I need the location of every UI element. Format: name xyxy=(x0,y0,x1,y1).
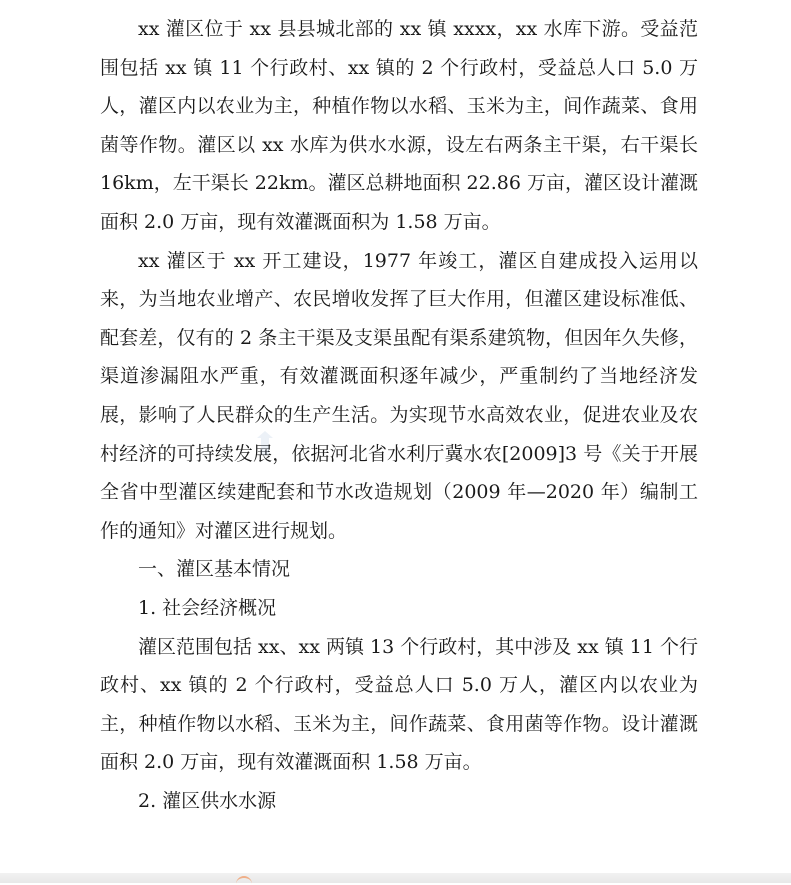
bottom-logo-icon xyxy=(236,876,252,885)
paragraph-overview: xx 灌区位于 xx 县县城北部的 xx 镇 xxxx，xx 水库下游。受益范围包括 xx 镇 11 个行政村、xx 镇的 2 个行政村，受益总人口 5.0 万人，灌区内以农业为主，种植作物以水稻、玉米为主，间作蔬菜、食用菌等作物。灌区以 xx 水库为供水水源，设左右两条主干渠，右干渠长 16km，左干渠长 22km。灌区总耕地面积 22.86 万亩，灌区设计灌溉面积 2.0 万亩，现有效灌溉面积为 1.58 万亩。 xyxy=(100,18,698,233)
page-bottom-edge xyxy=(0,873,791,883)
watermark-icon xyxy=(256,430,274,456)
paragraph-history: xx 灌区于 xx 开工建设，1977 年竣工，灌区自建成投入运用以来，为当地农业增产、农民增收发挥了巨大作用，但灌区建设标准低、配套差，仅有的 2 条主干渠及支渠虽配有渠系建筑物，但因年久失修，渠道渗漏阻水严重，有效灌溉面积逐年减少，严重制约了当地经济发展，影响了人民群众的生产生活。为实现节水高效农业，促进农业及农村经济的可持续发展，依据河北省水利厅冀水农[2009]3 号《关于开展全省中型灌区续建配套和节水改造规划（2009 年—2020 年）编制工作的通知》对灌区进行规划。 xyxy=(100,249,698,542)
section-heading: 一、灌区基本情况 xyxy=(138,558,291,581)
document-body xyxy=(100,10,698,820)
subsection-heading-economy: 1. 社会经济概况 xyxy=(138,596,277,619)
subsection-heading-water-source: 2. 灌区供水水源 xyxy=(138,789,277,812)
paragraph-economy: 灌区范围包括 xx、xx 两镇 13 个行政村，其中涉及 xx 镇 11 个行政村、xx 镇的 2 个行政村，受益总人口 5.0 万人，灌区内以农业为主，种植作物以水稻、玉米为主，间作蔬菜、食用菌等作物。设计灌溉面积 2.0 万亩，现有效灌溉面积 1.58 万亩。 xyxy=(100,635,698,774)
